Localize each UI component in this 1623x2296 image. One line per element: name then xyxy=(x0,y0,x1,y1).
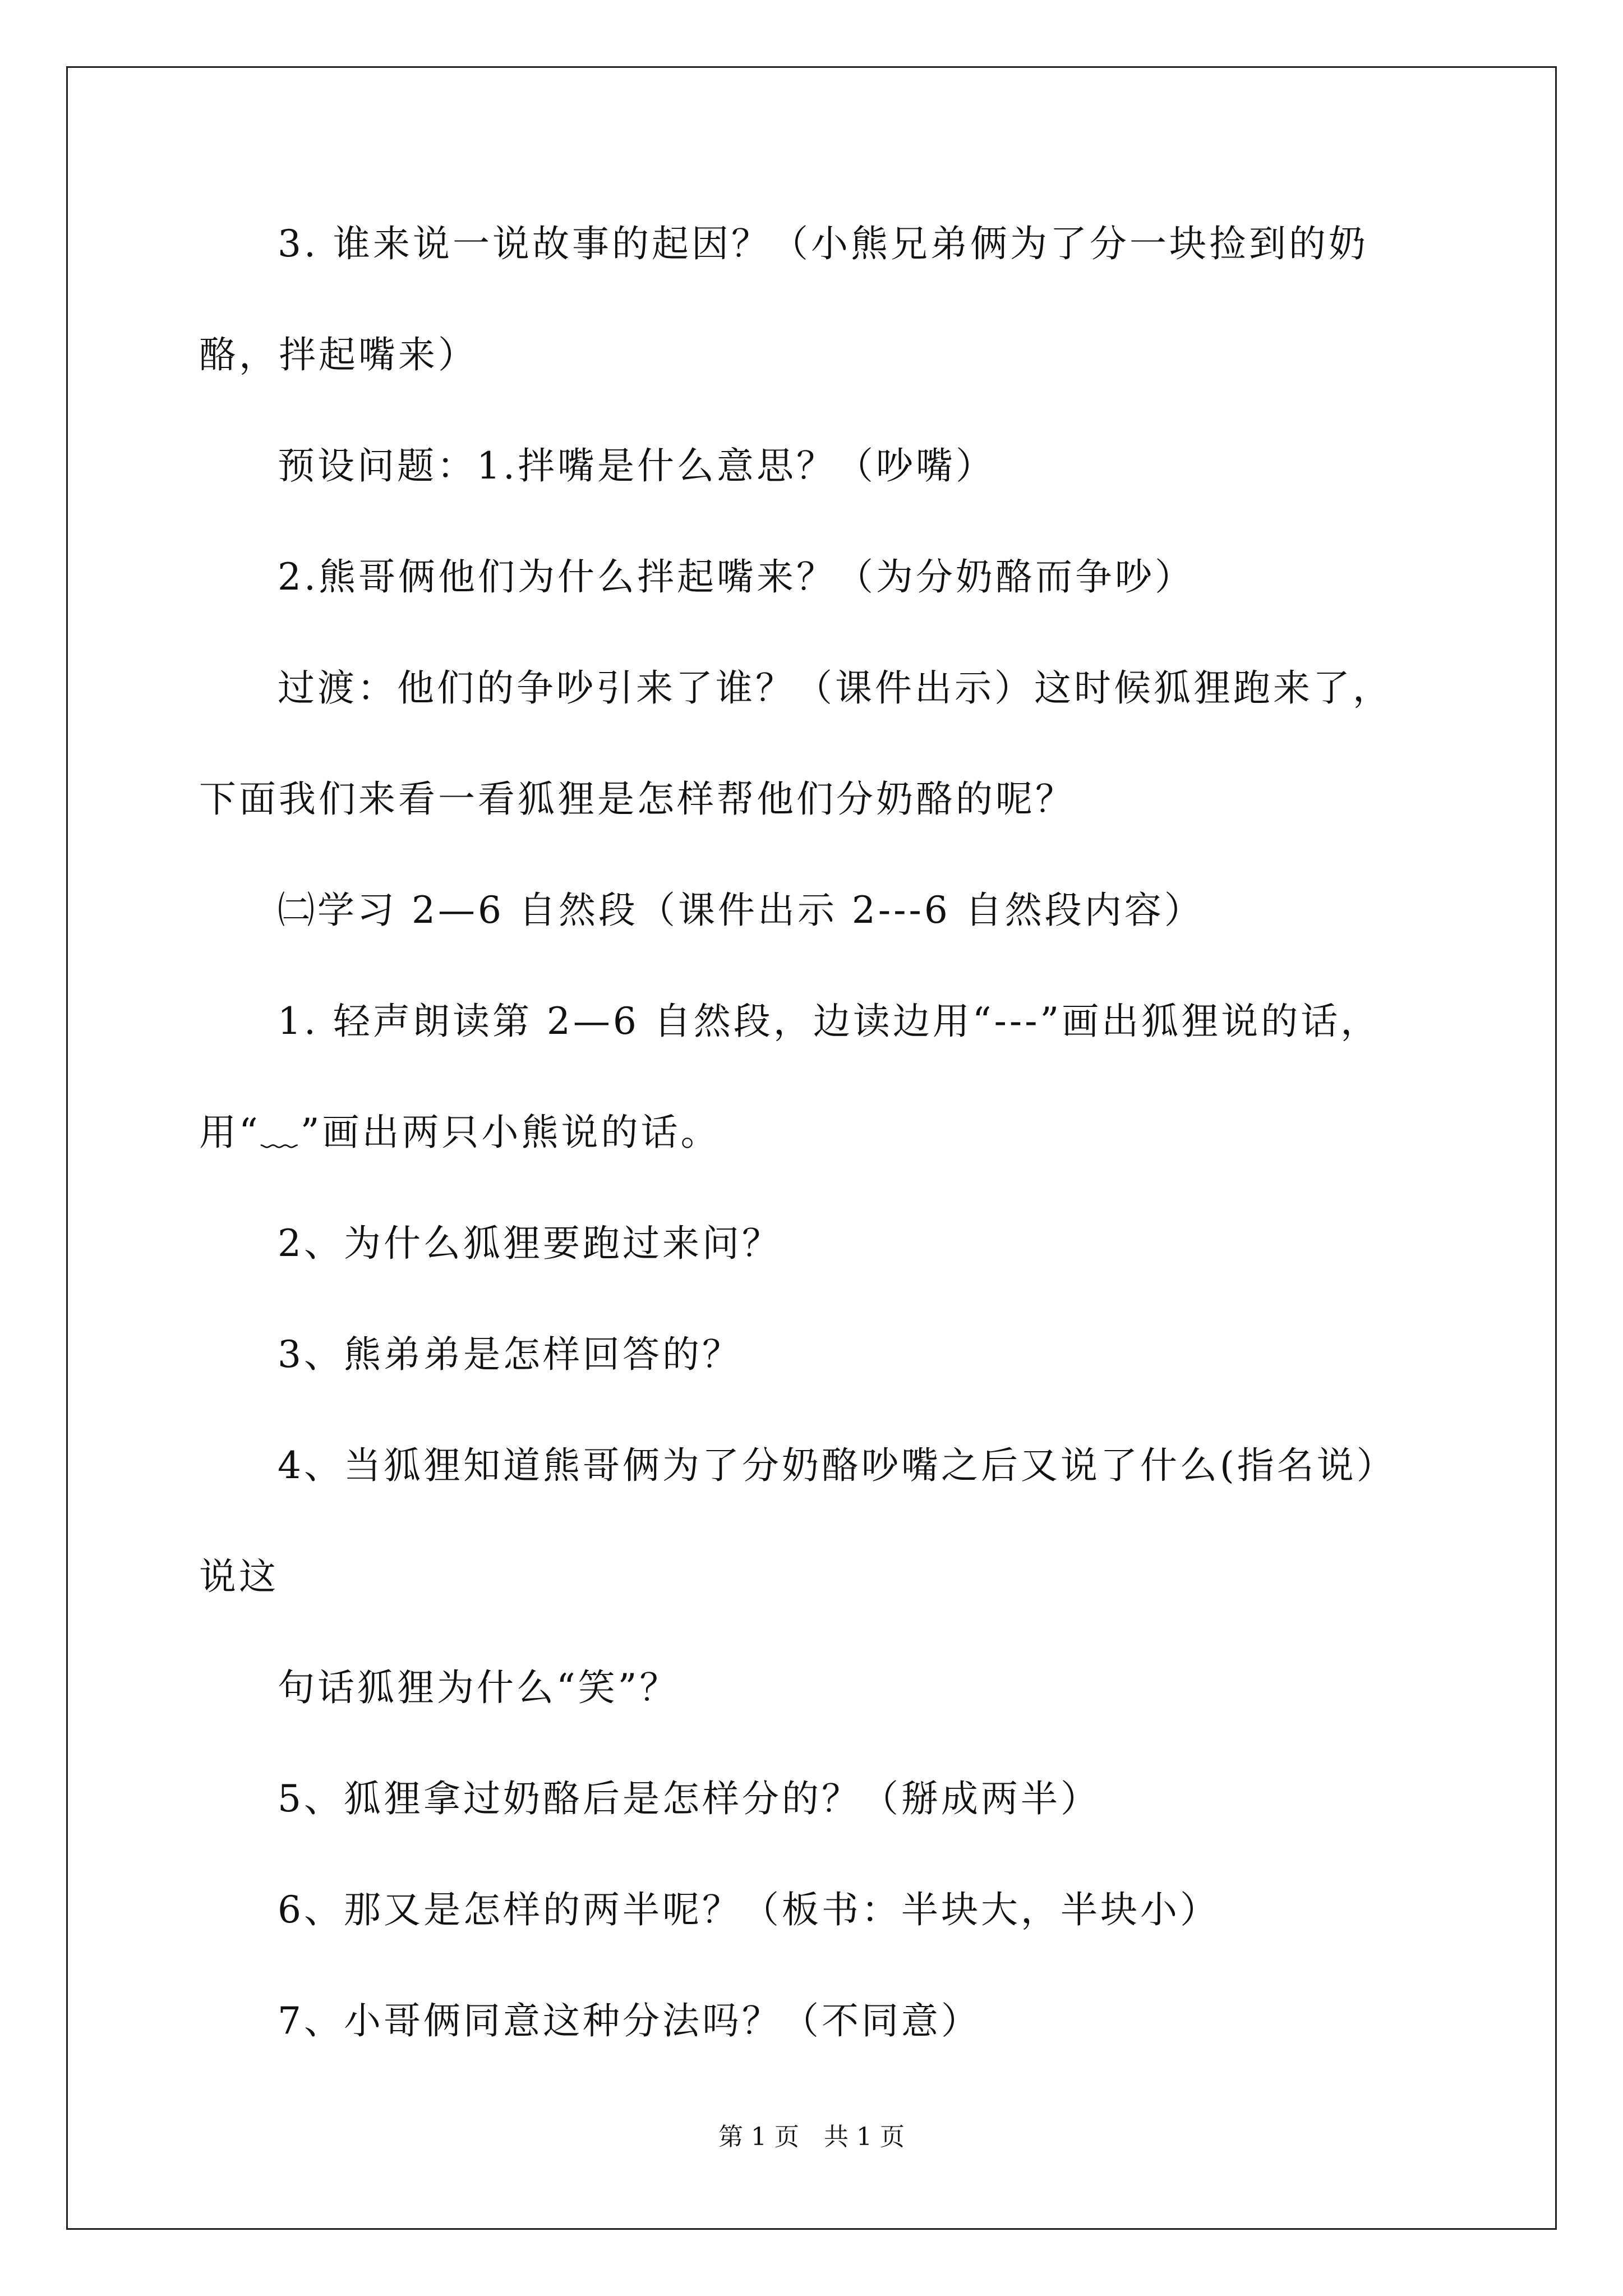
paragraph-line: 预设问题：1.拌嘴是什么意思？（吵嘴） xyxy=(278,444,995,487)
page-footer: 第 1 页 共 1 页 xyxy=(718,2123,905,2151)
paragraph-line: 5、狐狸拿过奶酪后是怎样分的？（掰成两半） xyxy=(278,1777,1100,1820)
paragraph-line: 7、小哥俩同意这种分法吗？（不同意） xyxy=(278,1999,981,2042)
paragraph-line: 酪，拌起嘴来） xyxy=(199,333,478,376)
paragraph-line: 2、为什么狐狸要跑过来问？ xyxy=(278,1222,782,1265)
paragraph-line: 说这 xyxy=(199,1555,279,1598)
paragraph-line: 3. 谁来说一说故事的起因？（小熊兄弟俩为了分一块捡到的奶 xyxy=(278,222,1368,265)
paragraph-line: 1. 轻声朗读第 2—6 自然段，边读边用“---”画出狐狸说的话， xyxy=(278,1000,1381,1043)
paragraph-line: ㈡学习 2—6 自然段（课件出示 2---6 自然段内容） xyxy=(278,889,1204,932)
paragraph-line: 下面我们来看一看狐狸是怎样帮他们分奶酪的呢？ xyxy=(199,777,1075,821)
paragraph-line: 2.熊哥俩他们为什么拌起嘴来？（为分奶酪而争吵） xyxy=(278,555,1195,599)
paragraph-line: 4、当狐狸知道熊哥俩为了分奶酪吵嘴之后又说了什么(指名说） xyxy=(278,1444,1396,1487)
paragraph-line: 用“﹏”画出两只小熊说的话。 xyxy=(199,1111,721,1154)
paragraph-line: 6、那又是怎样的两半呢？（板书：半块大，半块小） xyxy=(278,1888,1220,1931)
paragraph-line: 句话狐狸为什么“笑”？ xyxy=(278,1666,680,1709)
paragraph-line: 3、熊弟弟是怎样回答的？ xyxy=(278,1333,742,1376)
paragraph-line: 过渡：他们的争吵引来了谁？（课件出示）这时候狐狸跑来了， xyxy=(278,666,1393,710)
